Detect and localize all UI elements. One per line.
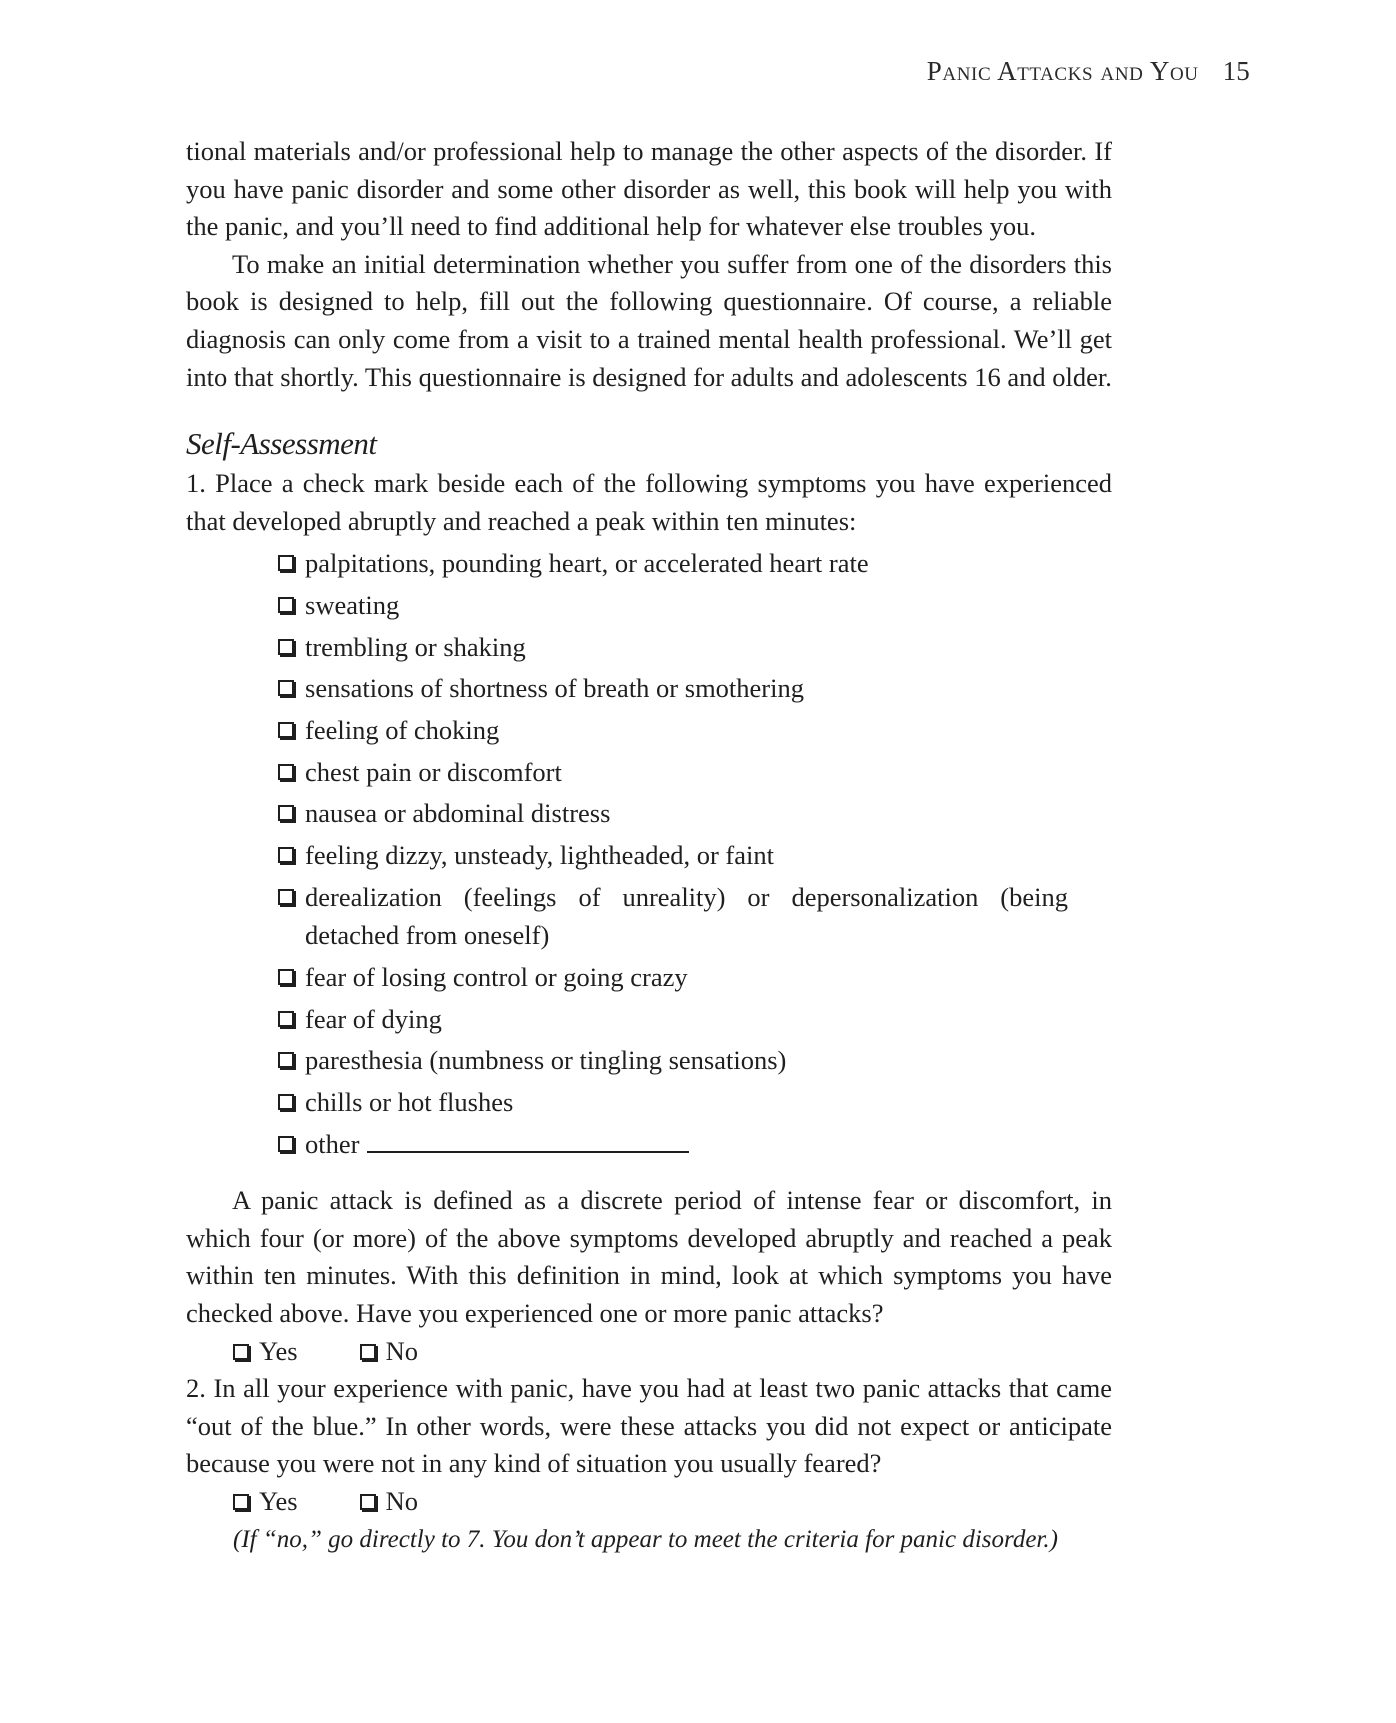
symptom-label: sensations of shortness of breath or smothering: [305, 673, 804, 704]
checkbox-icon[interactable]: [233, 1344, 249, 1360]
yes-label: Yes: [259, 1486, 298, 1517]
checkbox-icon[interactable]: [278, 764, 294, 780]
yes-option[interactable]: [233, 1333, 298, 1371]
checkbox-icon[interactable]: [278, 889, 294, 905]
no-option[interactable]: [360, 1333, 418, 1371]
symptom-label: fear of dying: [305, 1003, 442, 1034]
symptom-label: paresthesia (numbness or tingling sensations): [305, 1045, 787, 1076]
page-number: 15: [1222, 56, 1250, 86]
question-2-note: (If “no,” go directly to 7. You don’t appear to meet the criteria for panic disorder.): [233, 1525, 1058, 1553]
symptom-item[interactable]: [278, 1041, 1068, 1080]
symptom-item[interactable]: [278, 544, 1068, 583]
symptom-label: nausea or abdominal distress: [305, 798, 611, 829]
checkbox-icon[interactable]: [278, 555, 294, 571]
page-body: [186, 133, 1112, 1558]
checkbox-icon[interactable]: [360, 1494, 376, 1510]
checkbox-icon[interactable]: [278, 847, 294, 863]
symptom-item[interactable]: [278, 586, 1068, 625]
checkbox-icon[interactable]: [278, 1011, 294, 1027]
other-write-in-line[interactable]: [367, 1125, 689, 1153]
symptom-label: derealization (feelings of unreality) or depersonalization (being detached from oneself): [305, 881, 1068, 951]
checkbox-icon[interactable]: [278, 1094, 294, 1110]
symptom-item[interactable]: [278, 753, 1068, 792]
symptom-item[interactable]: [278, 794, 1068, 833]
checkbox-icon[interactable]: [278, 680, 294, 696]
symptom-label: fear of losing control or going crazy: [305, 962, 688, 993]
symptom-label: chills or hot flushes: [305, 1087, 514, 1118]
yes-label: Yes: [259, 1335, 298, 1366]
symptom-item[interactable]: [278, 628, 1068, 667]
no-label: No: [385, 1486, 418, 1517]
question-1-prompt: 1. Place a check mark beside each of the following symptoms you have experienced that developed abruptly and reached a peak within ten minutes:: [186, 468, 1112, 536]
running-head: [927, 56, 1250, 87]
intro-paragraph-1: tional materials and/or professional help to manage the other aspects of the disorder. If you have panic disorder and some other disorder as well, this book will help you with the panic, and you’ll need to find additional help for whatever else troubles you.: [186, 136, 1112, 242]
question-1-answer: [186, 1333, 1112, 1371]
checkbox-icon[interactable]: [278, 639, 294, 655]
symptom-item[interactable]: [278, 711, 1068, 750]
symptom-label: chest pain or discomfort: [305, 756, 562, 787]
symptom-label: feeling of choking: [305, 715, 500, 746]
symptom-item-other[interactable]: [278, 1125, 1068, 1164]
symptom-item[interactable]: [278, 1000, 1068, 1039]
checkbox-icon[interactable]: [278, 1136, 294, 1152]
symptom-item[interactable]: [278, 878, 1068, 955]
symptom-label: sweating: [305, 590, 400, 621]
section-heading: Self-Assessment: [186, 426, 377, 462]
intro-paragraph-2: To make an initial determination whether you suffer from one of the disorders this book is designed to help, fill out the following questionnaire. Of course, a reliable diagnosis can only come from a visit to a trained mental health professional. We’ll get into that shortly. This questionnaire is designed for adults and adolescents 16 and older.: [186, 248, 1112, 392]
symptom-label: palpitations, pounding heart, or accelerated heart rate: [305, 548, 869, 579]
symptom-label: trembling or shaking: [305, 631, 526, 662]
no-label: No: [385, 1335, 418, 1366]
checkbox-icon[interactable]: [360, 1344, 376, 1360]
checkbox-icon[interactable]: [278, 1052, 294, 1068]
checkbox-icon[interactable]: [278, 597, 294, 613]
symptom-label: feeling dizzy, unsteady, lightheaded, or faint: [305, 840, 774, 871]
symptom-item[interactable]: [278, 1083, 1068, 1122]
symptom-item[interactable]: [278, 958, 1068, 997]
symptom-item[interactable]: [278, 836, 1068, 875]
checkbox-icon[interactable]: [278, 805, 294, 821]
question-2-answer: [186, 1483, 1112, 1521]
question-2-prompt: 2. In all your experience with panic, have you had at least two panic attacks that came “out of the blue.” In other words, were these attacks you did not expect or anticipate because you were not in any kind of situation you usually feared?: [186, 1373, 1112, 1479]
running-head-title: Panic Attacks and You: [926, 56, 1199, 86]
no-option[interactable]: [360, 1483, 418, 1521]
symptom-checklist: [186, 544, 1068, 1163]
yes-option[interactable]: [233, 1483, 298, 1521]
symptom-label: other: [305, 1128, 360, 1159]
question-1-followup: A panic attack is defined as a discrete period of intense fear or discomfort, in which four (or more) of the above symptoms developed abruptly and reached a peak within ten minutes. With this definition in mind, look at which symptoms you have checked above. Have you experienced one or more panic attacks?: [186, 1185, 1112, 1329]
checkbox-icon[interactable]: [278, 722, 294, 738]
checkbox-icon[interactable]: [278, 969, 294, 985]
checkbox-icon[interactable]: [233, 1494, 249, 1510]
symptom-item[interactable]: [278, 669, 1068, 708]
